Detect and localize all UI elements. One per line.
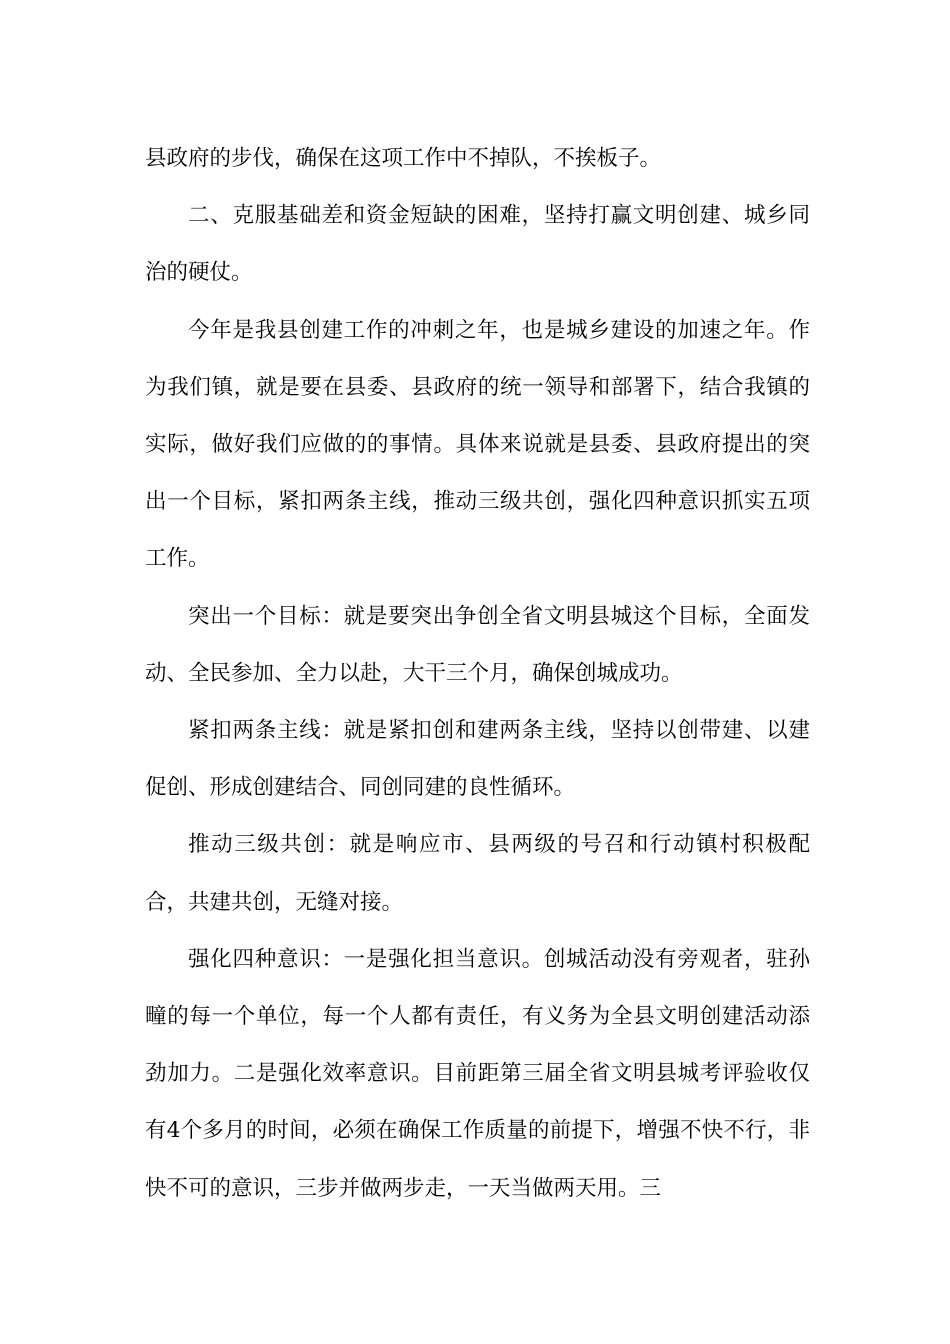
paragraph-6: 推动三级共创：就是响应市、县两级的号召和行动镇村积极配合，共建共创，无缝对接。 xyxy=(145,832,810,915)
paragraph-2: 二、克服基础差和资金短缺的困难，坚持打赢文明创建、城乡同治的硬仗。 xyxy=(145,203,810,286)
document-body xyxy=(145,130,810,1217)
paragraph-5: 紧扣两条主线：就是紧扣创和建两条主线，坚持以创带建、以建促创、形成创建结合、同创同建的良性循环。 xyxy=(145,718,810,801)
paragraph-7: 强化四种意识：一是强化担当意识。创城活动没有旁观者，驻孙疃的每一个单位，每一个人都有责任，有义务为全县文明创建活动添劲加力。二是强化效率意识。目前距第三届全省文明县城考评验收仅有4个多月的时间，必须在确保工作质量的前提下，增强不快不行，非快不可的意识，三步并做两步走，一天当做两天用。三 xyxy=(145,946,810,1201)
paragraph-1: 县政府的步伐，确保在这项工作中不掉队，不挨板子。 xyxy=(145,146,662,171)
paragraph-4: 突出一个目标：就是要突出争创全省文明县城这个目标，全面发动、全民参加、全力以赴，大干三个月，确保创城成功。 xyxy=(145,603,810,686)
paragraph-3: 今年是我县创建工作的冲刺之年，也是城乡建设的加速之年。作为我们镇，就是要在县委、县政府的统一领导和部署下，结合我镇的实际，做好我们应做的的事情。具体来说就是县委、县政府提出的突出一个目标，紧扣两条主线，推动三级共创，强化四种意识抓实五项工作。 xyxy=(145,317,810,572)
